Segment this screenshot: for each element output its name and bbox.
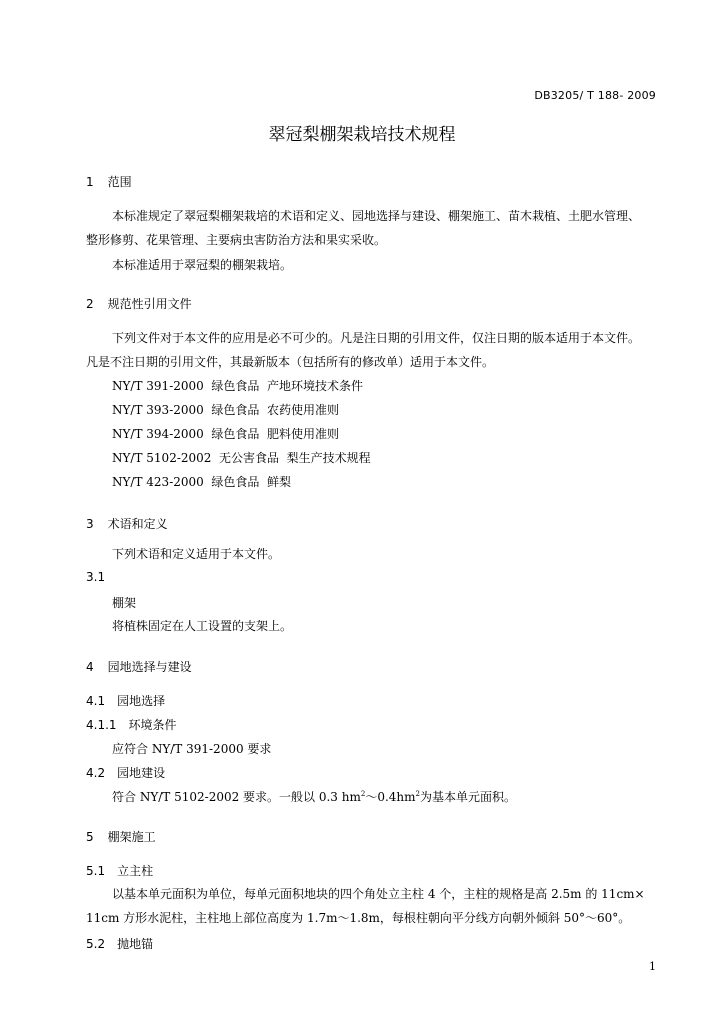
subsection-title: 园地建设 [117,766,166,780]
section-number: 1 [86,175,94,189]
paragraph: 下列术语和定义适用于本文件。 [112,547,281,561]
section-number: 3 [86,517,94,531]
superscript: 2 [415,790,421,798]
subsection-number: 4.2 [86,766,106,780]
reference-item: NY/T 5102-2002 无公害食品 梨生产技术规程 [112,451,371,465]
section-title: 棚架施工 [107,830,156,844]
paragraph [112,788,516,805]
subsection-title: 抛地锚 [117,937,154,951]
document-title: 翠冠梨棚架栽培技术规程 [268,125,456,145]
subsection-number: 5.1 [86,864,106,878]
term-definition: 将植株固定在人工设置的支架上。 [112,619,293,633]
section-3-heading [86,515,168,532]
section-5-heading [86,828,156,845]
paragraph: 本标准规定了翠冠梨棚架栽培的术语和定义、园地选择与建设、棚架施工、苗木栽植、土肥水管理、 [112,209,641,223]
subsection-title: 立主柱 [117,864,154,878]
text-run: 符合 NY/T 5102-2002 要求。一般以 0.3 hm [112,790,361,804]
paragraph: 11cm 方形水泥柱，主柱地上部位高度为 1.7m～1.8m，每根柱朝向平分线方向朝外倾斜 50°～60°。 [86,911,631,925]
text-run: 为基本单元面积。 [420,790,517,804]
paragraph: 整形修剪、花果管理、主要病虫害防治方法和果实采收。 [86,233,387,247]
section-title: 园地选择与建设 [107,660,192,674]
subsection-4-1-heading [86,692,165,709]
reference-item: NY/T 391-2000 绿色食品 产地环境技术条件 [112,379,364,393]
subsection-number: 4.1.1 [86,718,117,732]
section-4-heading [86,658,192,675]
section-title: 术语和定义 [107,517,168,531]
section-1-heading [86,173,132,190]
section-title: 规范性引用文件 [107,297,192,311]
text-run: ～0.4hm [365,790,416,804]
term: 棚架 [112,596,137,610]
paragraph: 应符合 NY/T 391-2000 要求 [112,742,272,756]
subsection-number: 5.2 [86,937,106,951]
subsection-title: 环境条件 [128,718,177,732]
paragraph: 下列文件对于本文件的应用是必不可少的。凡是注日期的引用文件，仅注日期的版本适用于本文件。 [112,331,641,345]
reference-item: NY/T 394-2000 绿色食品 肥料使用准则 [112,427,340,441]
reference-item: NY/T 393-2000 绿色食品 农药使用准则 [112,403,340,417]
subsection-4-1-1-heading [86,716,177,733]
paragraph: 凡是不注日期的引用文件，其最新版本（包括所有的修改单）适用于本文件。 [86,355,495,369]
standard-code: DB3205/ T 188- 2009 [534,89,656,102]
superscript: 2 [360,790,366,798]
section-2-heading [86,295,192,312]
paragraph: 本标准适用于翠冠梨的棚架栽培。 [112,258,293,272]
page-number: 1 [649,960,656,973]
section-number: 5 [86,830,94,844]
subsection-5-2-heading [86,935,153,952]
paragraph: 以基本单元面积为单位，每单元面积地块的四个角处立主柱 4 个，主柱的规格是高 2.5m 的 11cm× [112,887,645,901]
reference-item: NY/T 423-2000 绿色食品 鲜梨 [112,475,292,489]
section-title: 范围 [107,175,132,189]
subsection-4-2-heading [86,764,165,781]
section-number: 2 [86,297,94,311]
subsection-title: 园地选择 [117,694,166,708]
subsection-5-1-heading [86,862,153,879]
section-number: 4 [86,660,94,674]
subsection-number: 4.1 [86,694,106,708]
subsection-number: 3.1 [86,570,106,584]
